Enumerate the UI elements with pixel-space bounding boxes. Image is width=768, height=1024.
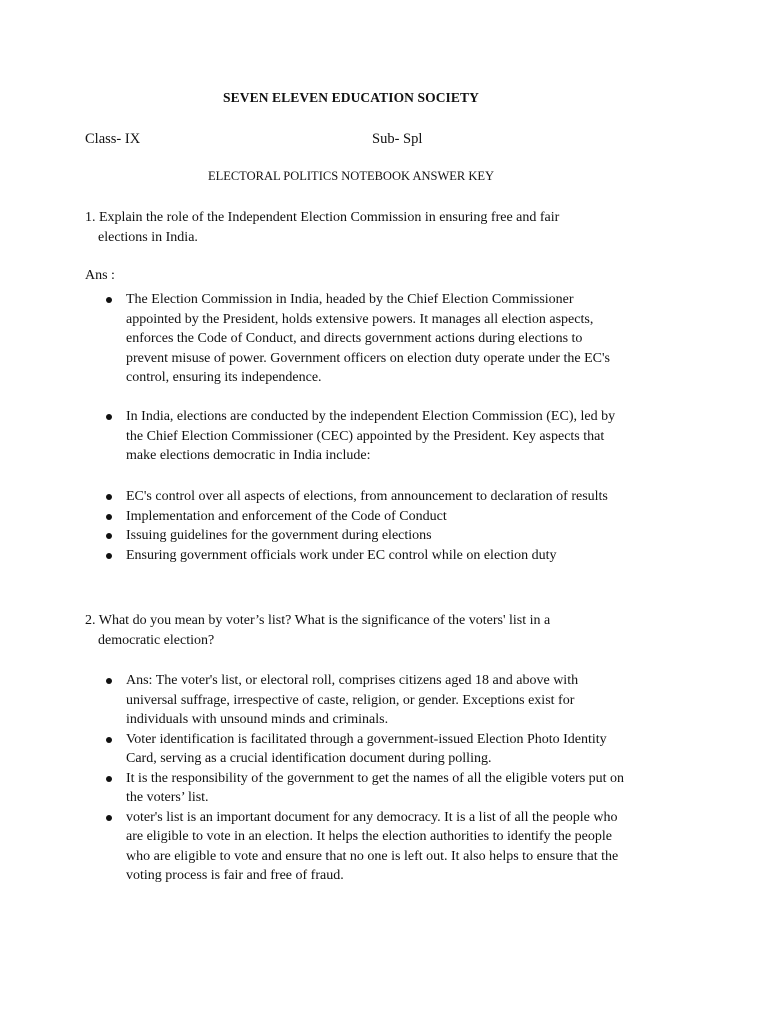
list-item-text: EC's control over all aspects of elections, from announcement to declaration of results: [126, 489, 608, 504]
list-item: [85, 487, 625, 507]
bullet-icon: [106, 533, 112, 539]
list-item: [85, 769, 625, 808]
bullet-icon: [106, 815, 112, 821]
list-item-text: It is the responsibility of the government to get the names of all the eligible voters put on the voters’ list.: [126, 770, 625, 805]
list-item: [85, 507, 625, 527]
answer-1-list-b: [85, 407, 625, 466]
list-item-text: Issuing guidelines for the government during elections: [126, 528, 432, 543]
bullet-icon: [106, 514, 112, 520]
bullet-icon: [106, 776, 112, 782]
list-item: [85, 407, 625, 466]
list-item-text: In India, elections are conducted by the independent Election Commission (EC), led by the Chief Election Commissioner (CEC) appointed by the President. Key aspects that make elections democratic in India include:: [126, 409, 616, 463]
school-title: SEVEN ELEVEN EDUCATION SOCIETY: [223, 90, 479, 105]
subject-label: Sub- Spl: [372, 131, 423, 147]
question-2-text: 2. What do you mean by voter’s list? What is the significance of the voters' list in a democratic election?: [85, 613, 551, 648]
list-item-text: Voter identification is facilitated through a government-issued Election Photo Identity Card, serving as a crucial identification document during polling.: [126, 731, 607, 766]
list-item: [85, 808, 625, 886]
bullet-icon: [106, 553, 112, 559]
list-item-text: The Election Commission in India, headed by the Chief Election Commissioner appointed by the President, holds extensive powers. It manages all election aspects, enforces the Code of Conduct, and directs government actions during elections to prevent misuse of power. Government officers on election duty operate under the EC's control, ensuring its independence.: [126, 292, 610, 385]
answer-label: Ans :: [85, 268, 115, 283]
list-item-text: voter's list is an important document for any democracy. It is a list of all the people who are eligible to vote in an election. It helps the election authorities to identify the people who are eligible to vote and ensure that no one is left out. It also helps to ensure that the voting process is fair and free of fraud.: [126, 809, 619, 883]
bullet-icon: [106, 414, 112, 420]
class-label: Class- IX: [85, 131, 141, 147]
question-1: [85, 208, 605, 248]
list-item: [85, 671, 625, 730]
bullet-icon: [106, 494, 112, 500]
list-item-text: Ensuring government officials work under EC control while on election duty: [126, 547, 557, 563]
bullet-icon: [106, 737, 112, 743]
answer-2-list: [85, 671, 625, 886]
question-1-text: 1. Explain the role of the Independent Election Commission in ensuring free and fair elections in India.: [85, 210, 560, 245]
list-item-text: Ans: The voter's list, or electoral roll, comprises citizens aged 18 and above with universal suffrage, irrespective of caste, religion, or gender. Exceptions exist for individuals with unsound minds and criminals.: [126, 673, 579, 727]
list-item: [85, 526, 625, 546]
answer-1-list-c: [85, 487, 625, 565]
question-2: [85, 611, 605, 651]
list-item: [85, 730, 625, 769]
document-heading: ELECTORAL POLITICS NOTEBOOK ANSWER KEY: [207, 169, 495, 183]
list-item: [85, 290, 625, 388]
bullet-icon: [106, 297, 112, 303]
bullet-icon: [106, 678, 112, 684]
list-item: [85, 546, 625, 566]
answer-1-list-a: [85, 290, 625, 388]
list-item-text: Implementation and enforcement of the Code of Conduct: [126, 508, 447, 524]
